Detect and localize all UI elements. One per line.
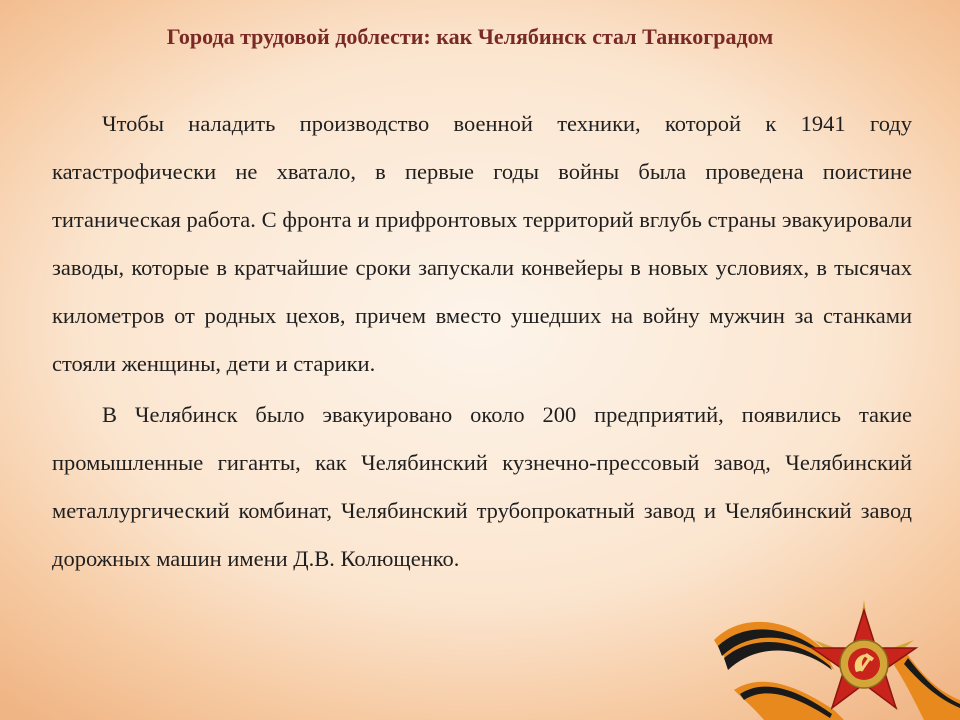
paragraph-2: В Челябинск было эвакуировано около 200 предприятий, появились такие промышленные гиганты, как Челябинский кузнечно-прессовый завод, Челябинский металлургический комбинат, Челябинский трубопрокатный завод и Челябинский завод дорожных машин имени Д.В. Колющенко. xyxy=(52,402,912,571)
paragraph-1: Чтобы наладить производство военной техники, которой к 1941 году катастрофически не хватало, в первые годы войны была проведена поистине титаническая работа. С фронта и прифронтовых территорий вглубь страны эвакуировали заводы, которые в кратчайшие сроки запускали конвейеры в новых условиях, в тысячах километров от родных цехов, причем вместо ушедших на войну мужчин за станками стояли женщины, дети и старики. xyxy=(52,111,912,376)
slide-title: Города трудовой доблести: как Челябинск стал Танкоградом xyxy=(166,24,774,49)
slide-body xyxy=(52,100,912,586)
st-george-ribbon-icon xyxy=(714,622,960,720)
order-of-patriotic-war-icon xyxy=(704,580,960,720)
